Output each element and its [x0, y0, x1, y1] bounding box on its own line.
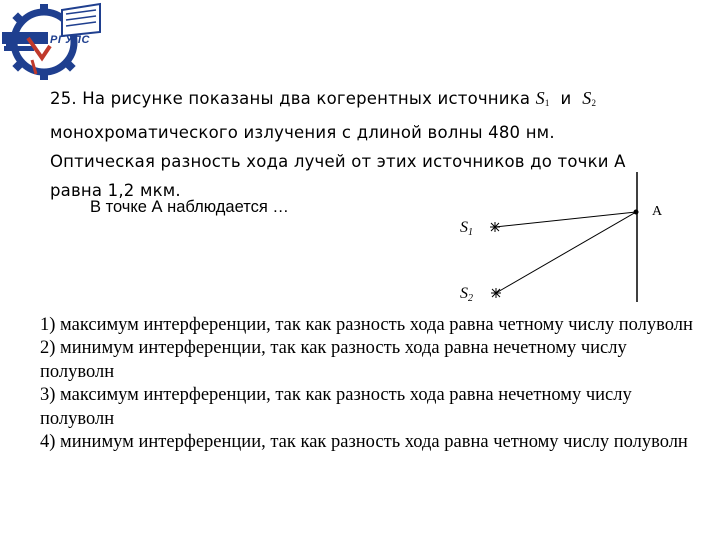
- sources-diagram: [440, 170, 680, 310]
- answer-option-4[interactable]: 4) минимум интерференции, так как разность хода равна четному числу полуволн: [40, 432, 688, 453]
- point-a-dot: [634, 210, 639, 215]
- problem-line-1: 25. На рисунке показаны два когерентных источника $S_1$ и $S_2$: [50, 88, 597, 108]
- s2-star-icon: [491, 288, 501, 298]
- answer-option-2[interactable]: 2) минимум интерференции, так как разность хода равна нечетному числу полуволн: [40, 338, 627, 382]
- source-s2-label: $S_2$: [582, 88, 597, 108]
- answer-option-1[interactable]: 1) максимум интерференции, так как разность хода равна четному числу полуволн: [40, 315, 693, 335]
- ray-s2: [496, 212, 636, 293]
- problem-line-2: монохроматического излучения с длиной волны 480 нм.: [50, 123, 555, 142]
- answer-option-3[interactable]: 3) максимум интерференции, так как разность хода равна нечетному числу полуволн: [40, 385, 632, 429]
- problem-line-3: Оптическая разность хода лучей от этих источников до точки А: [50, 152, 626, 171]
- logo-text: РГУПС: [50, 34, 90, 46]
- answer-options: [40, 314, 700, 454]
- source-s1-label: $S_1$: [535, 88, 550, 108]
- diagram-s2-label: S2: [460, 285, 473, 304]
- question-text: В точке А наблюдается …: [90, 198, 289, 216]
- diagram-s1-label: S1: [460, 219, 473, 238]
- s1-star-icon: [490, 222, 500, 232]
- point-a-label: A: [652, 204, 663, 219]
- university-logo: [2, 2, 106, 86]
- problem-line-4: равна 1,2 мкм.: [50, 181, 181, 200]
